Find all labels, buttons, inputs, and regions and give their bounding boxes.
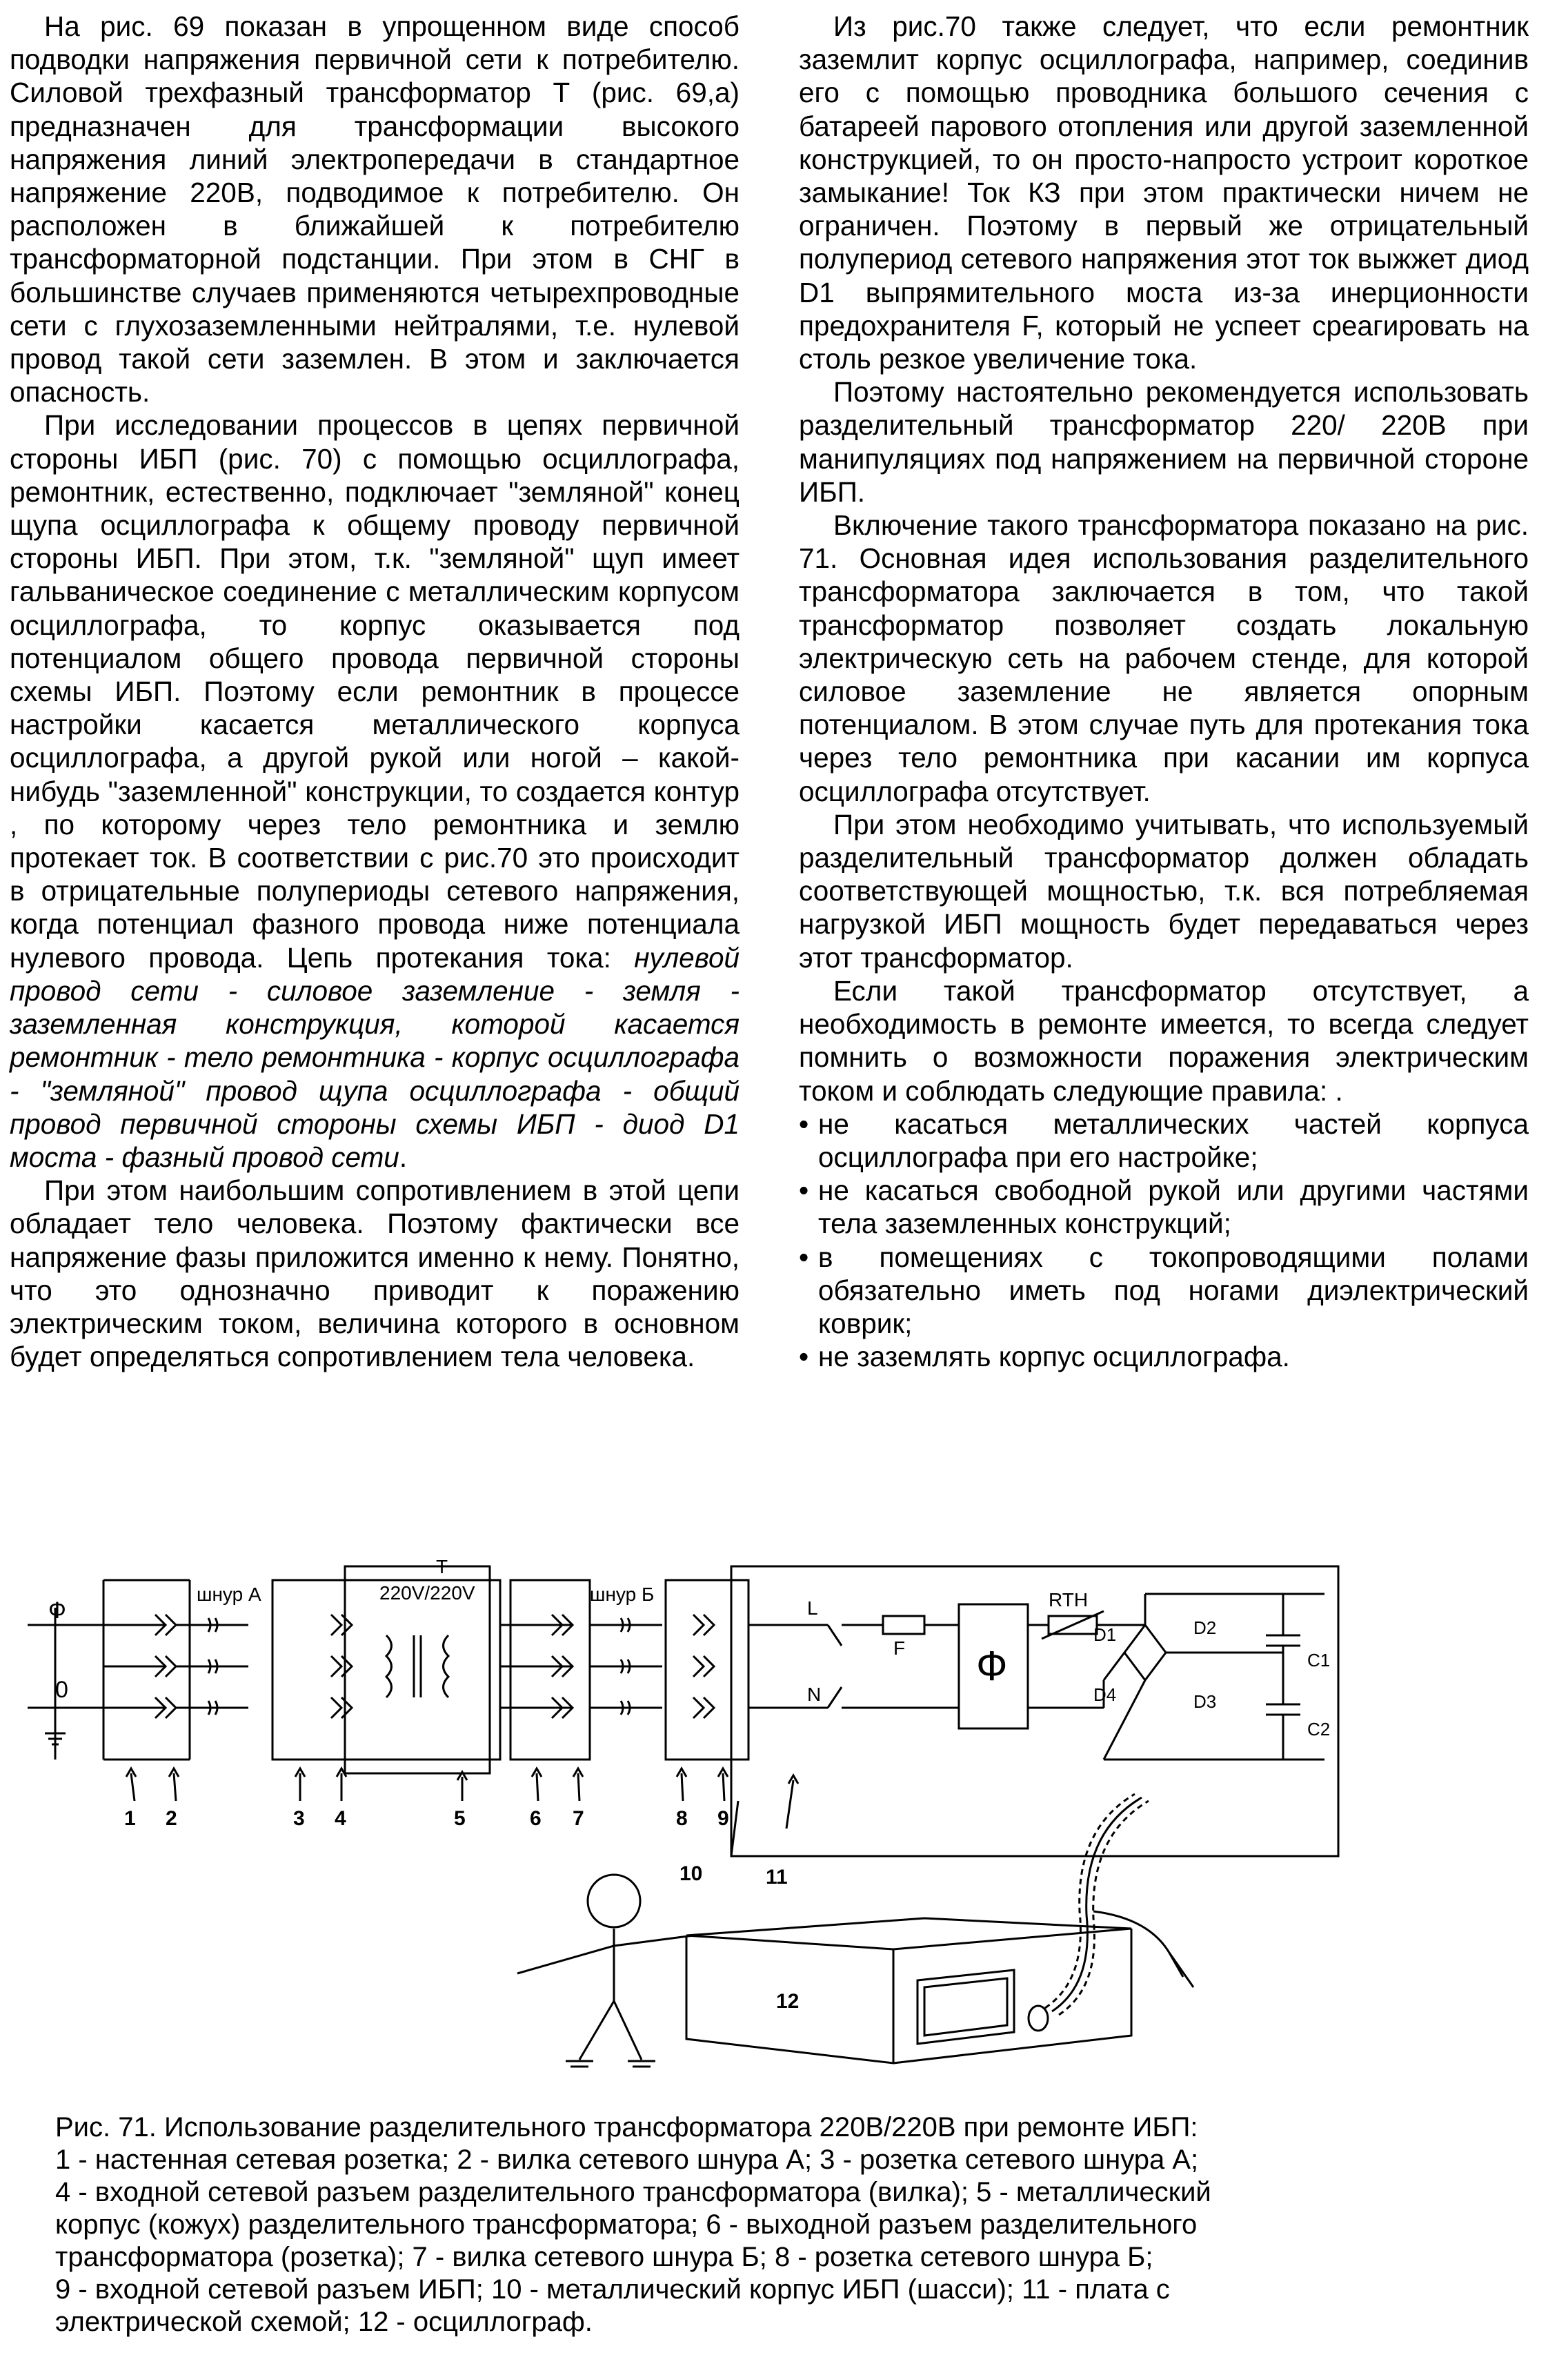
left-column	[10, 10, 740, 1373]
oscilloscope	[686, 1794, 1193, 2063]
caption-line: электрической схемой; 12 - осциллограф.	[55, 2307, 593, 2337]
cord-b-label: шнур Б	[590, 1584, 655, 1605]
transformer-name: T	[436, 1556, 448, 1577]
caption-line: корпус (кожух) разделительного трансформатора; 6 - выходной разъем разделительного	[55, 2209, 1198, 2240]
caption-line: трансформатора (розетка); 7 - вилка сетевого шнура Б; 8 - розетка сетевого шнура Б;	[55, 2242, 1153, 2272]
list-item: • не касаться свободной рукой или другими частями тела заземленных конструкций;	[799, 1174, 1529, 1240]
list-item: • не касаться металлических частей корпуса осциллографа при его настройке;	[799, 1107, 1529, 1174]
callout-7: 7	[573, 1807, 584, 1830]
label-C2: C2	[1307, 1719, 1331, 1740]
paragraph: Включение такого трансформатора показано на рис. 71. Основная идея использования разделительного трансформатора заключается в том, что такой трансформатор позволяет создать локальную электрическую сеть на рабочем стенде, для которой силовое заземление не является опорным потенциалом. В этом случае путь для протекания тока через тело ремонтника при касании им корпуса осциллографа отсутствует.	[799, 509, 1529, 807]
label-L: L	[807, 1597, 818, 1619]
list-item: • не заземлять корпус осциллографа.	[799, 1340, 1529, 1373]
callout-2: 2	[166, 1807, 177, 1830]
paragraph: Поэтому настоятельно рекомендуется использовать разделительный трансформатор 220/ 220В при манипуляциях под напряжением на первичной стороне ИБП.	[799, 376, 1529, 508]
callout-11: 11	[766, 1866, 788, 1889]
label-D1: D1	[1093, 1624, 1117, 1645]
cord-a-label: шнур А	[197, 1584, 261, 1605]
paragraph: При этом наибольшим сопротивлением в этой цепи обладает тело человека. Поэтому фактически все напряжение фазы приложится именно к нему. Понятно, что это однозначно приводит к поражению электрическим током, величина которого в основном будет определяться сопротивлением тела человека.	[10, 1174, 740, 1373]
circuit-figure	[28, 1553, 1352, 2091]
list-item: • в помещениях с токопроводящими полами обязательно иметь под ногами диэлектрический коврик;	[799, 1241, 1529, 1341]
paragraph: При исследовании процессов в цепях первичной стороны ИБП (рис. 70) с помощью осциллографа, ремонтник, естественно, подключает "земляной" конец щупа осциллографа к общему проводу первичной стороны ИБП. При этом, т.к. "земляной" щуп имеет гальваническое соединение с металлическим корпусом осциллографа, то корпус оказывается под потенциалом общего провода первичной стороны схемы ИБП. Поэтому если ремонтник в процессе настройки касается металлического корпуса осциллографа, а другой рукой или ногой – какой-нибудь "заземленной" конструкции, то создается контур , по которому через тело ремонтника и землю протекает ток. В соответствии с рис.70 это происходит в отрицательные полупериоды сетевого напряжения, когда потенциал фазного провода ниже потенциала нулевого провода. Цепь протекания тока: нулевой провод сети - силовое заземление - земля - заземленная конструкция, которой касается ремонтник - тело ремонтника - корпус осциллографа - "земляной" провод щупа осциллографа - общий провод первичной стороны схемы ИБП - диод D1 моста - фазный провод сети.	[10, 409, 740, 1173]
callout-9: 9	[717, 1807, 729, 1830]
cord-b	[510, 1580, 748, 1801]
callout-8: 8	[676, 1807, 688, 1830]
callout-12: 12	[776, 1990, 800, 2013]
caption-line: 1 - настенная сетевая розетка; 2 - вилка сетевого шнура А; 3 - розетка сетевого шнура А;	[55, 2145, 1199, 2175]
callout-4: 4	[335, 1807, 346, 1830]
paragraph: При этом необходимо учитывать, что используемый разделительный трансформатор должен обладать соответствующей мощностью, т.к. вся потребляемая нагрузкой ИБП мощность будет передаваться через этот трансформатор.	[799, 808, 1529, 974]
caption-line: 4 - входной сетевой разъем разделительного трансформатора (вилка); 5 - металлический	[55, 2177, 1211, 2207]
ups-chassis	[731, 1566, 1338, 1856]
current-path-text: нулевой провод сети - силовое заземление - земля - заземленная конструкция, которой касается ремонтник - тело ремонтника - корпус осциллографа - "земляной" провод щупа осциллографа - общий провод первичной стороны схемы ИБП - диод D1 моста - фазный провод сети	[10, 941, 740, 1173]
callout-5: 5	[454, 1807, 466, 1830]
label-C1: C1	[1307, 1650, 1331, 1671]
right-column	[799, 10, 1529, 1373]
phase-label: Ф	[48, 1597, 66, 1624]
callout-6: 6	[530, 1807, 542, 1830]
label-D4: D4	[1093, 1684, 1117, 1705]
paragraph: Из рис.70 также следует, что если ремонтник заземлит корпус осциллографа, например, соединив его с помощью проводника большого сечения с батареей парового отопления или другой заземленной конструкцией, то он просто-напросто устроит короткое замыкание! Ток КЗ при этом практически ничем не ограничен. Поэтому в первый же отрицательный полупериод сетевого напряжения этот ток выжжет диод D1 выпрямительного моста из-за инерционности предохранителя F, который не успеет среагировать на столь резкое увеличение тока.	[799, 10, 1529, 375]
label-RTH: RTH	[1049, 1589, 1089, 1610]
callout-3: 3	[293, 1807, 305, 1830]
label-N: N	[807, 1684, 822, 1705]
label-D3: D3	[1193, 1691, 1217, 1712]
person-figure	[517, 1875, 693, 2067]
figure-caption	[55, 2111, 1504, 2338]
caption-line: 9 - входной сетевой разъем ИБП; 10 - металлический корпус ИБП (шасси); 11 - плата с	[55, 2274, 1170, 2305]
label-F: F	[893, 1637, 906, 1659]
callout-10: 10	[679, 1862, 703, 1885]
filter-symbol: Ф	[976, 1643, 1008, 1689]
label-D2: D2	[1193, 1617, 1217, 1638]
transformer-rating: 220V/220V	[379, 1582, 475, 1604]
safety-rules-list	[799, 1107, 1529, 1374]
callout-1: 1	[124, 1807, 136, 1830]
zero-label: 0	[55, 1677, 68, 1703]
caption-line: Рис. 71. Использование разделительного трансформатора 220В/220В при ремонте ИБП:	[55, 2112, 1198, 2142]
paragraph: На рис. 69 показан в упрощенном виде способ подводки напряжения первичной сети к потребителю. Силовой трехфазный трансформатор Т (рис. 69,а) предназначен для трансформации высокого напряжения линий электропередачи в стандартное напряжение 220В, подводимое к потребителю. Он расположен в ближайшей к потребителю трансформаторной подстанции. При этом в СНГ в большинстве случаев применяются четырехпроводные сети с глухозаземленными нейтралями, т.е. нулевой провод такой сети заземлен. В этом и заключается опасность.	[10, 10, 740, 408]
paragraph: Если такой трансформатор отсутствует, а необходимость в ремонте имеется, то всегда следует помнить о возможности поражения электрическим током и соблюдать следующие правила: .	[799, 974, 1529, 1107]
